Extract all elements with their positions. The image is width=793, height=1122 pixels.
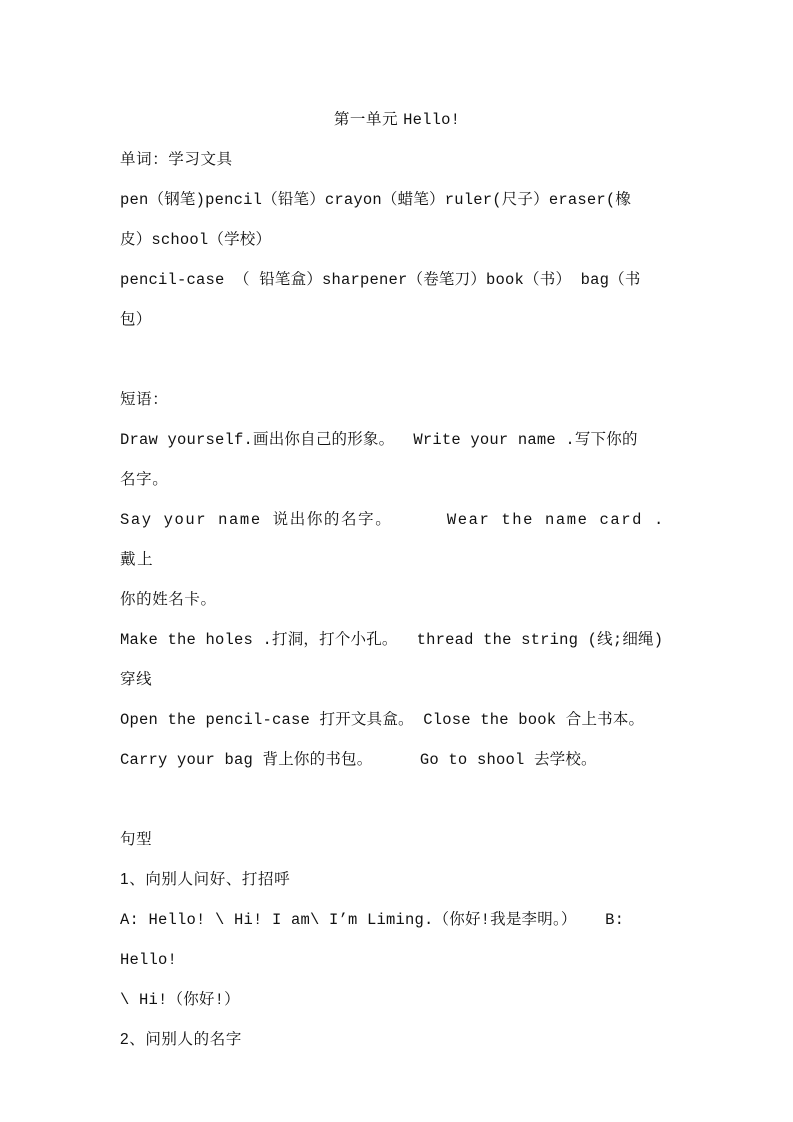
page-title-en: Hello! <box>403 111 461 129</box>
page-title-cn: 第一单元 <box>333 111 404 128</box>
sentence-pattern-1-dialog-line-1: A: Hello! \ Hi! I am\ I’m Liming.（你好!我是李明。） B: Hello! <box>120 911 634 969</box>
vocabulary-line-2-continued: 包） <box>120 311 152 329</box>
sentence-pattern-1-dialog-line-2: \ Hi!（你好!） <box>120 991 240 1009</box>
sentence-pattern-1-label: 1、向别人问好、打招呼 <box>120 871 291 888</box>
phrase-line-draw-yourself: Draw yourself.画出你自己的形象。 Write your name .写下你的 <box>120 431 638 449</box>
phrase-line-make-the-holes-continued: 穿线 <box>120 671 153 688</box>
vocabulary-line-1: pen（钢笔)pencil（铅笔）crayon（蜡笔）ruler(尺子）eraser(橡 <box>120 191 632 209</box>
spacer-after-phrases <box>120 780 674 820</box>
vocabulary-heading: 单词：学习文具 <box>120 151 233 168</box>
page-title <box>120 100 674 140</box>
vocabulary-line-2: pencil-case （ 铅笔盒）sharpener（卷笔刀）book（书） bag（书 <box>120 271 641 289</box>
phrases-heading: 短语： <box>120 391 169 408</box>
phrase-line-say-your-name-continued: 你的姓名卡。 <box>120 591 217 608</box>
phrase-line-draw-yourself-continued: 名字。 <box>120 471 169 488</box>
vocabulary-line-1-continued: 皮）school（学校） <box>120 231 272 249</box>
document-body <box>120 100 674 1060</box>
phrase-line-open-the-pencil-case: Open the pencil-case 打开文具盒。 Close the book 合上书本。 <box>120 711 645 729</box>
sentence-pattern-2-label: 2、问别人的名字 <box>120 1031 242 1048</box>
spacer-after-vocabulary <box>120 340 674 380</box>
phrase-line-carry-your-bag: Carry your bag 背上你的书包。 Go to shool 去学校。 <box>120 751 597 769</box>
phrase-line-make-the-holes: Make the holes .打洞，打个小孔。 thread the string (线;细绳) <box>120 631 664 649</box>
sentence-patterns-heading: 句型 <box>120 831 153 848</box>
phrase-line-say-your-name: Say your name 说出你的名字。 Wear the name card .戴上 <box>120 511 665 569</box>
